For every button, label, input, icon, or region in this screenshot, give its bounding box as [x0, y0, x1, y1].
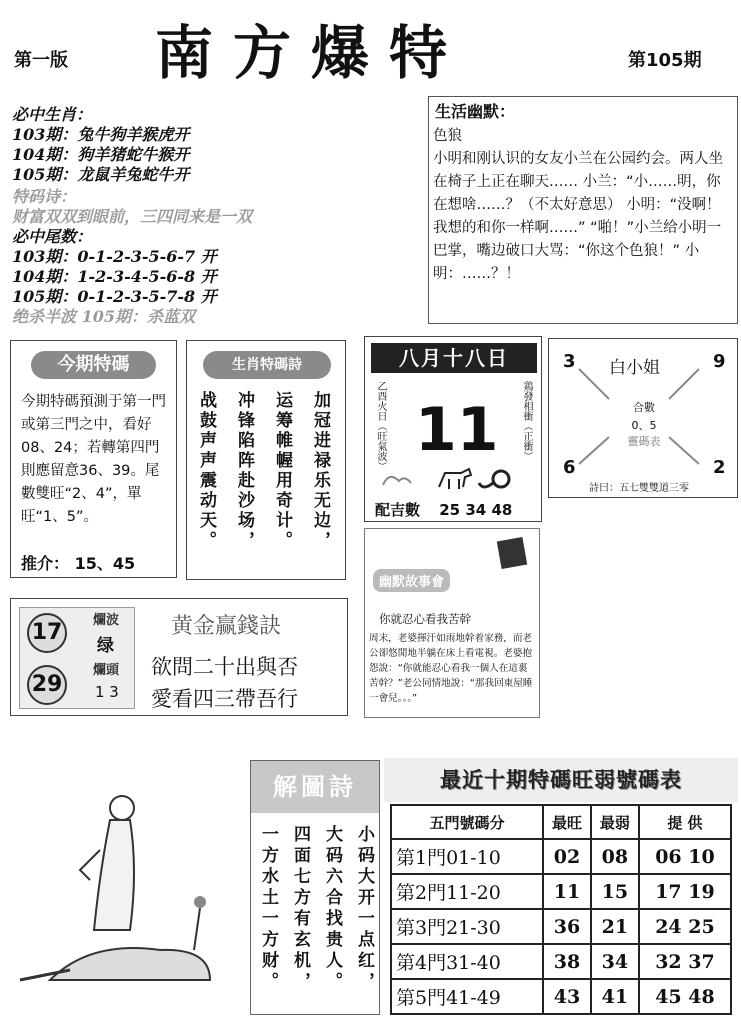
joke-text: 小明和刚认识的女友小兰在公园约会。两人坐在椅子上正在聊天…… 小兰：“小……明，你在想啥……？（不太好意思） 小明：“没啊！我想的和你一样啊……” “啪！”小兰给小明一巴掌，嘴边破口大骂：“你这个色狼！” 小明：……？！: [433, 151, 723, 282]
golden-panel: [10, 598, 348, 716]
table-cell: 02: [543, 839, 591, 874]
recommend-values: 15、45: [74, 554, 136, 573]
ms-bai-panel: [548, 338, 738, 498]
page-title: 南方爆特: [155, 19, 468, 87]
edition-label: 第一版: [14, 50, 68, 71]
table-header: 五門號碼分: [391, 805, 543, 839]
table-cell: 第3門21-30: [391, 909, 543, 944]
wave-color: 绿: [97, 636, 114, 656]
book-icon: [495, 535, 535, 571]
calendar-panel: [364, 336, 542, 522]
poem-column: 战鼓声声震动天。: [196, 391, 216, 551]
table-cell: 32 37: [639, 944, 731, 979]
ms-bai-center-sub: 靈碼表: [627, 435, 661, 448]
table-cell: 21: [591, 909, 639, 944]
poem-column: 运筹帷幄用奇计。: [272, 391, 292, 551]
ball-label: 爛頭: [93, 663, 120, 678]
zodiac-line: 105期：龙鼠羊兔蛇牛开: [12, 165, 190, 184]
tail-line: 103期：0-1-2-3-5-6-7 开: [12, 247, 217, 266]
tail-line: 104期：1-2-3-4-5-6-8 开: [12, 267, 217, 286]
zodiac-poem-title: 生肖特碼詩: [203, 351, 331, 379]
zodiac-line: 104期：狗羊猪蛇牛猴开: [12, 145, 190, 164]
ms-bai-number: 2: [713, 457, 726, 478]
table-header: 最弱: [591, 805, 639, 839]
golden-line: 愛看四三帶吾行: [151, 687, 298, 711]
story-panel: [364, 528, 540, 718]
joke-body: [433, 125, 733, 286]
calendar-day: 11: [415, 395, 499, 465]
ms-bai-number: 9: [713, 351, 726, 372]
poem-column: 一方水土一方财。: [258, 825, 278, 993]
table-cell: 24 25: [639, 909, 731, 944]
ball-label: 爛波: [93, 613, 120, 628]
table-cell: 45 48: [639, 979, 731, 1014]
table-cell: 第4門31-40: [391, 944, 543, 979]
table-row: [391, 944, 731, 979]
table-row: [391, 979, 731, 1014]
poem-column: 四面七方有玄机，: [290, 825, 310, 993]
calendar-lucky: [375, 499, 512, 520]
table-cell: 15: [591, 874, 639, 909]
issue-number: 第105期: [628, 50, 702, 71]
poem-column: 加冠进禄乐无边，: [310, 391, 330, 551]
ms-bai-number: 6: [563, 457, 576, 478]
table-cell: 38: [543, 944, 591, 979]
zodiac-animals-icon: [379, 465, 529, 495]
lucky-numbers: 25 34 48: [439, 501, 513, 519]
poem-line: 财富双双到眼前，三四同来是一双: [12, 207, 253, 226]
table-cell: 41: [591, 979, 639, 1014]
calendar-left-text: 乙酉火日（旺氣波）: [375, 381, 386, 471]
ms-bai-number: 3: [563, 351, 576, 372]
table-title: 最近十期特碼旺弱號碼表: [384, 758, 738, 802]
table-cell: 43: [543, 979, 591, 1014]
ball-number: 17: [27, 613, 67, 653]
calendar-date: 八月十八日: [371, 343, 537, 373]
zodiac-poem-panel: [186, 340, 346, 580]
calendar-right-text: 鶏發相衝（正衝）: [521, 381, 532, 461]
table-cell: 第2門11-20: [391, 874, 543, 909]
poem-title: 特码诗：: [12, 187, 77, 206]
scholar-illustration: [10, 780, 245, 1010]
table-row: [391, 909, 731, 944]
table-header: 提 供: [639, 805, 731, 839]
recommend-label: 推介：: [21, 554, 70, 573]
lucky-label: 配吉數: [375, 501, 421, 519]
hot-cold-table-panel: [384, 758, 738, 1020]
story-subtitle: 你就忍心看我苦幹: [379, 612, 471, 626]
golden-title: 黄金赢錢訣: [171, 614, 282, 639]
tail-line: 105期：0-1-2-3-5-7-8 开: [12, 287, 217, 306]
special-code-title: 今期特碼: [31, 351, 156, 379]
joke-title: 生活幽默：: [435, 102, 516, 121]
tail-title: 必中尾数：: [12, 227, 93, 246]
golden-line: 欲問二十出與否: [151, 655, 298, 679]
table-cell: 06 10: [639, 839, 731, 874]
table-cell: 第1門01-10: [391, 839, 543, 874]
hot-cold-table: [390, 804, 732, 1015]
recommend: [21, 551, 135, 574]
table-row: [391, 874, 731, 909]
ms-bai-center-value: 0、5: [631, 419, 657, 432]
poem-column: 大码六合找贵人。: [322, 825, 342, 993]
table-cell: 17 19: [639, 874, 731, 909]
zodiac-line: 103期：兔牛狗羊猴虎开: [12, 125, 190, 144]
table-cell: 36: [543, 909, 591, 944]
ball-number: 29: [27, 665, 67, 705]
poem-column: 冲锋陷阵赴沙场，: [234, 391, 254, 551]
table-cell: 08: [591, 839, 639, 874]
ms-bai-title: 白小姐: [609, 358, 660, 378]
story-title: 幽默故事會: [373, 569, 450, 592]
interp-poem-title: 解圖詩: [251, 761, 379, 813]
table-header: 最旺: [543, 805, 591, 839]
zodiac-title: 必中生肖：: [12, 105, 93, 124]
ms-bai-center-label: 合數: [633, 401, 655, 414]
special-code-panel: [10, 340, 177, 578]
story-body: 周末，老婆揮汗如雨地幹着家務，而老公卻悠閒地半躺在床上看電視。老婆抱怨說：“你就能忍心看我一個人在這裏苦幹？”老公同情地說：“那我回東屋睡一會兒。。。”: [369, 633, 533, 704]
ms-bai-poem: 詩曰：五七雙雙道三零: [589, 483, 689, 494]
interp-poem-panel: [250, 760, 380, 1015]
predictions-panel: [2, 100, 422, 325]
poem-column: 小码大开一点红，: [354, 825, 374, 993]
kill-line: 绝杀半波 105期：杀蓝双: [12, 307, 195, 326]
table-cell: 11: [543, 874, 591, 909]
table-cell: 第5門41-49: [391, 979, 543, 1014]
table-row: [391, 839, 731, 874]
joke-panel: [428, 96, 738, 324]
special-code-body: 今期特碼預測于第一門或第三門之中，看好08、24；若轉第四門則應留意36、39。尾數雙旺“2、4”，單旺“1、5”。: [21, 394, 166, 525]
joke-subtitle: 色狼: [433, 128, 462, 144]
table-cell: 34: [591, 944, 639, 979]
head-numbers: 1 3: [95, 683, 119, 701]
